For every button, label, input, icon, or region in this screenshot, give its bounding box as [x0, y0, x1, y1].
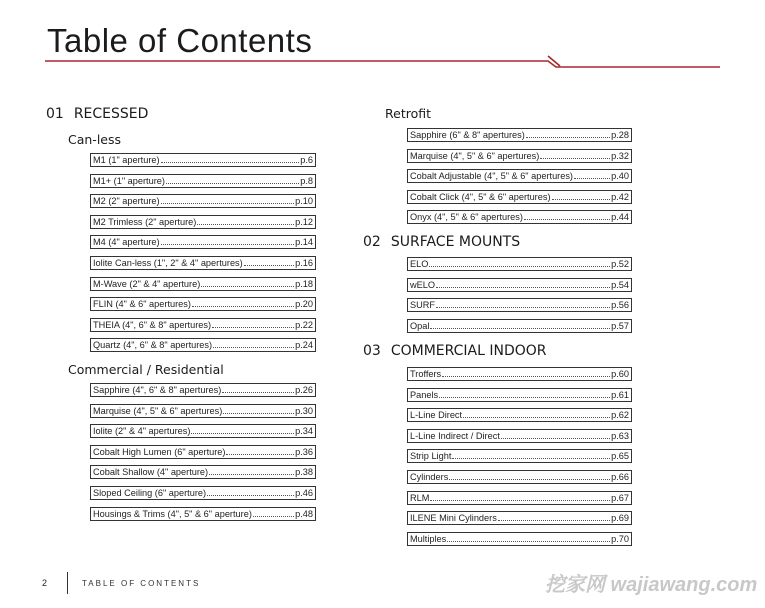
toc-entry-title: Iolite Can-less (1", 2" & 4" apertures) — [93, 257, 243, 268]
toc-list-retrofit — [407, 128, 632, 231]
toc-list-surface-mounts — [407, 257, 632, 339]
section-name: RECESSED — [73, 106, 149, 122]
toc-entry-link[interactable] — [90, 235, 316, 249]
toc-entry-link[interactable] — [407, 278, 632, 292]
toc-entry-page: p.36 — [295, 446, 313, 457]
dot-leader — [166, 183, 299, 184]
toc-entry-page: p.12 — [295, 216, 313, 227]
dot-leader — [429, 266, 610, 267]
dot-leader — [439, 397, 610, 398]
toc-item — [90, 194, 316, 208]
toc-item — [407, 449, 632, 463]
toc-entry-title: Panels — [410, 389, 439, 400]
dot-leader — [436, 287, 610, 288]
toc-entry-link[interactable] — [407, 532, 632, 546]
toc-entry-page: p.52 — [611, 259, 629, 269]
dot-leader — [442, 376, 610, 377]
toc-entry-link[interactable] — [407, 429, 632, 443]
toc-entry-link[interactable] — [90, 486, 316, 500]
page-title: Table of Contents — [47, 22, 313, 59]
toc-entry-page: p.67 — [611, 492, 629, 503]
toc-entry-link[interactable] — [407, 367, 632, 381]
dot-leader — [207, 495, 294, 496]
dot-leader — [452, 458, 610, 459]
toc-item — [90, 235, 316, 249]
toc-item — [407, 210, 632, 224]
toc-item — [90, 215, 316, 229]
watermark: 挖家网 wajiawang.com — [545, 574, 758, 596]
dot-leader — [430, 500, 610, 501]
toc-entry-page: p.42 — [611, 191, 629, 202]
toc-item — [407, 128, 632, 142]
toc-entry-title: ILENE Mini Cylinders — [410, 513, 497, 524]
toc-entry-page: p.18 — [295, 278, 313, 289]
toc-entry-title: Housings & Trims (4", 5" & 6" aperture) — [93, 508, 252, 519]
toc-item — [407, 169, 632, 183]
toc-entry-page: p.10 — [295, 196, 313, 207]
dot-leader — [226, 454, 294, 455]
toc-entry-link[interactable] — [90, 297, 316, 311]
toc-entry-link[interactable] — [407, 210, 632, 224]
dot-leader — [526, 137, 610, 138]
toc-entry-title: Onyx (4", 5" & 6" apertures) — [410, 212, 523, 223]
toc-entry-page: p.14 — [295, 237, 313, 248]
toc-entry-title: Sapphire (6" & 8" apertures) — [410, 130, 525, 140]
toc-entry-title: Iolite (2" & 4" apertures) — [93, 426, 191, 437]
dot-leader — [201, 286, 294, 287]
toc-item — [407, 491, 632, 505]
toc-entry-title: Sapphire (4", 6" & 8" apertures) — [93, 385, 222, 395]
toc-entry-title: M1 (1" aperture) — [93, 155, 160, 165]
toc-entry-page: p.40 — [611, 171, 629, 182]
toc-entry-title: SURF — [410, 300, 436, 311]
section-recessed-heading — [46, 106, 148, 122]
toc-entry-page: p.54 — [611, 279, 629, 290]
toc-entry-link[interactable] — [90, 465, 316, 479]
toc-entry-title: Cobalt Click (4", 5" & 6" apertures) — [410, 191, 551, 202]
dot-leader — [430, 328, 610, 329]
toc-entry-page: p.62 — [611, 410, 629, 421]
toc-entry-page: p.20 — [295, 299, 313, 310]
toc-entry-title: M-Wave (2" & 4" aperture) — [93, 278, 201, 289]
toc-entry-page: p.63 — [611, 430, 629, 441]
subsection-commercial-residential-heading: Commercial / Residential — [68, 362, 224, 377]
toc-entry-page: p.6 — [300, 155, 313, 165]
toc-entry-page: p.28 — [611, 130, 629, 140]
toc-entry-title: Marquise (4", 5" & 6" apertures) — [93, 405, 223, 416]
section-commercial-heading — [363, 343, 547, 359]
toc-entry-page: p.32 — [611, 150, 629, 161]
underline-left — [45, 61, 720, 67]
toc-entry-page: p.30 — [295, 405, 313, 416]
toc-entry-page: p.48 — [295, 508, 313, 519]
toc-entry-title: M1+ (1" aperture) — [93, 175, 165, 186]
toc-item — [407, 278, 632, 292]
toc-entry-page: p.38 — [295, 467, 313, 478]
dot-leader — [192, 306, 294, 307]
toc-entry-link[interactable] — [407, 169, 632, 183]
subsection-canless-heading: Can-less — [68, 132, 122, 147]
toc-entry-link[interactable] — [90, 277, 316, 291]
dot-leader — [191, 433, 294, 434]
toc-item — [90, 318, 316, 332]
toc-entry-title: Cobalt High Lumen (6" aperture) — [93, 446, 226, 457]
toc-entry-page: p.56 — [611, 300, 629, 311]
toc-entry-page: p.66 — [611, 471, 629, 482]
toc-entry-title: Sloped Ceiling (6" aperture) — [93, 487, 207, 498]
dot-leader — [161, 203, 295, 204]
section-name: SURFACE MOUNTS — [390, 234, 521, 250]
toc-item — [90, 383, 316, 397]
section-name: COMMERCIAL INDOOR — [390, 343, 547, 359]
toc-entry-page: p.60 — [611, 369, 629, 379]
toc-entry-page: p.8 — [300, 175, 313, 186]
toc-entry-link[interactable] — [90, 318, 316, 332]
dot-leader — [447, 541, 610, 542]
toc-entry-title: Opal — [410, 320, 430, 331]
toc-entry-title: Quartz (4", 6" & 8" apertures) — [93, 340, 213, 351]
toc-item — [90, 153, 316, 167]
toc-entry-page: p.70 — [611, 533, 629, 544]
dot-leader — [540, 158, 610, 159]
toc-entry-title: Marquise (4", 5" & 6" apertures) — [410, 150, 540, 161]
toc-item — [407, 367, 632, 381]
toc-item — [407, 511, 632, 525]
toc-item — [90, 445, 316, 459]
toc-entry-title: ELO — [410, 259, 429, 269]
section-number: 02 — [363, 234, 381, 250]
toc-entry-title: THEIA (4", 6" & 8" apertures) — [93, 319, 212, 330]
toc-entry-link[interactable] — [90, 445, 316, 459]
toc-item — [407, 429, 632, 443]
toc-entry-title: Multiples — [410, 533, 447, 544]
dot-leader — [161, 162, 300, 163]
toc-entry-link[interactable] — [407, 319, 632, 333]
toc-item — [90, 277, 316, 291]
toc-item — [407, 149, 632, 163]
dot-leader — [244, 265, 294, 266]
title-underline — [0, 0, 765, 80]
dot-leader — [209, 474, 294, 475]
underline-accent — [548, 56, 560, 66]
toc-entry-page: p.26 — [295, 385, 313, 395]
dot-leader — [463, 417, 610, 418]
toc-entry-link[interactable] — [90, 174, 316, 188]
toc-entry-link[interactable] — [407, 408, 632, 422]
toc-entry-page: p.69 — [611, 513, 629, 524]
toc-item — [90, 256, 316, 270]
toc-item — [407, 408, 632, 422]
dot-leader — [552, 199, 611, 200]
toc-item — [90, 404, 316, 418]
toc-entry-link[interactable] — [407, 511, 632, 525]
toc-entry-link[interactable] — [90, 256, 316, 270]
toc-entry-page: p.44 — [611, 212, 629, 223]
toc-list-commercial-residential — [90, 383, 316, 527]
toc-item — [407, 257, 632, 271]
toc-item — [407, 470, 632, 484]
toc-entry-page: p.65 — [611, 451, 629, 462]
toc-entry-link[interactable] — [407, 491, 632, 505]
toc-entry-page: p.34 — [295, 426, 313, 437]
dot-leader — [253, 516, 294, 517]
toc-entry-title: M2 Trimless (2" aperture) — [93, 216, 197, 227]
footer-label: TABLE OF CONTENTS — [82, 579, 201, 588]
toc-entry-title: Cobalt Shallow (4" aperture) — [93, 467, 209, 478]
subsection-retrofit-heading: Retrofit — [385, 106, 432, 121]
toc-entry-page: p.22 — [295, 319, 313, 330]
section-number: 01 — [46, 106, 64, 122]
toc-entry-link[interactable] — [90, 383, 316, 397]
section-number: 03 — [363, 343, 381, 359]
toc-entry-title: FLIN (4" & 6" apertures) — [93, 299, 191, 310]
toc-entry-title: Cylinders — [410, 471, 449, 482]
toc-item — [90, 486, 316, 500]
toc-entry-page: p.46 — [295, 487, 313, 498]
toc-list-commercial-indoor — [407, 367, 632, 552]
toc-entry-title: Cobalt Adjustable (4", 5" & 6" apertures) — [410, 171, 573, 182]
footer-divider — [67, 572, 68, 594]
toc-entry-title: L-Line Direct — [410, 410, 463, 421]
toc-entry-link[interactable] — [407, 298, 632, 312]
toc-item — [407, 190, 632, 204]
toc-entry-title: Strip Light — [410, 451, 452, 462]
dot-leader — [498, 520, 610, 521]
toc-entry-link[interactable] — [407, 388, 632, 402]
toc-entry-link[interactable] — [90, 404, 316, 418]
toc-entry-link[interactable] — [407, 257, 632, 271]
toc-item — [90, 174, 316, 188]
toc-item — [407, 319, 632, 333]
toc-entry-page: p.57 — [611, 320, 629, 331]
toc-entry-link[interactable] — [407, 449, 632, 463]
toc-item — [407, 298, 632, 312]
dot-leader — [574, 178, 610, 179]
toc-entry-page: p.16 — [295, 257, 313, 268]
dot-leader — [524, 219, 610, 220]
dot-leader — [449, 479, 610, 480]
toc-entry-title: wELO — [410, 279, 436, 290]
toc-entry-link[interactable] — [407, 149, 632, 163]
toc-entry-link[interactable] — [90, 153, 316, 167]
toc-entry-title: L-Line Indirect / Direct — [410, 430, 500, 441]
section-surface-heading — [363, 234, 520, 250]
dot-leader — [161, 244, 295, 245]
toc-entry-link[interactable] — [407, 190, 632, 204]
dot-leader — [223, 413, 294, 414]
dot-leader — [436, 307, 610, 308]
toc-entry-link[interactable] — [407, 470, 632, 484]
toc-entry-title: M4 (4" aperture) — [93, 237, 160, 248]
dot-leader — [197, 224, 294, 225]
toc-entry-link[interactable] — [90, 507, 316, 521]
toc-entry-title: M2 (2" aperture) — [93, 196, 160, 207]
toc-item — [90, 465, 316, 479]
toc-item — [90, 507, 316, 521]
dot-leader — [212, 327, 294, 328]
toc-entry-link[interactable] — [90, 215, 316, 229]
dot-leader — [501, 438, 610, 439]
toc-item — [90, 297, 316, 311]
toc-item — [407, 532, 632, 546]
toc-item — [90, 338, 316, 352]
toc-list-canless — [90, 153, 316, 359]
dot-leader — [222, 392, 294, 393]
toc-entry-page: p.24 — [295, 340, 313, 351]
toc-entry-page: p.61 — [611, 389, 629, 400]
toc-entry-title: Troffers — [410, 369, 442, 379]
toc-item — [407, 388, 632, 402]
toc-entry-link[interactable] — [90, 194, 316, 208]
page-number: 2 — [42, 578, 48, 588]
toc-entry-link[interactable] — [90, 424, 316, 438]
toc-entry-link[interactable] — [90, 338, 316, 352]
toc-entry-link[interactable] — [407, 128, 632, 142]
dot-leader — [213, 347, 294, 348]
toc-entry-title: RLM — [410, 492, 430, 503]
toc-item — [90, 424, 316, 438]
